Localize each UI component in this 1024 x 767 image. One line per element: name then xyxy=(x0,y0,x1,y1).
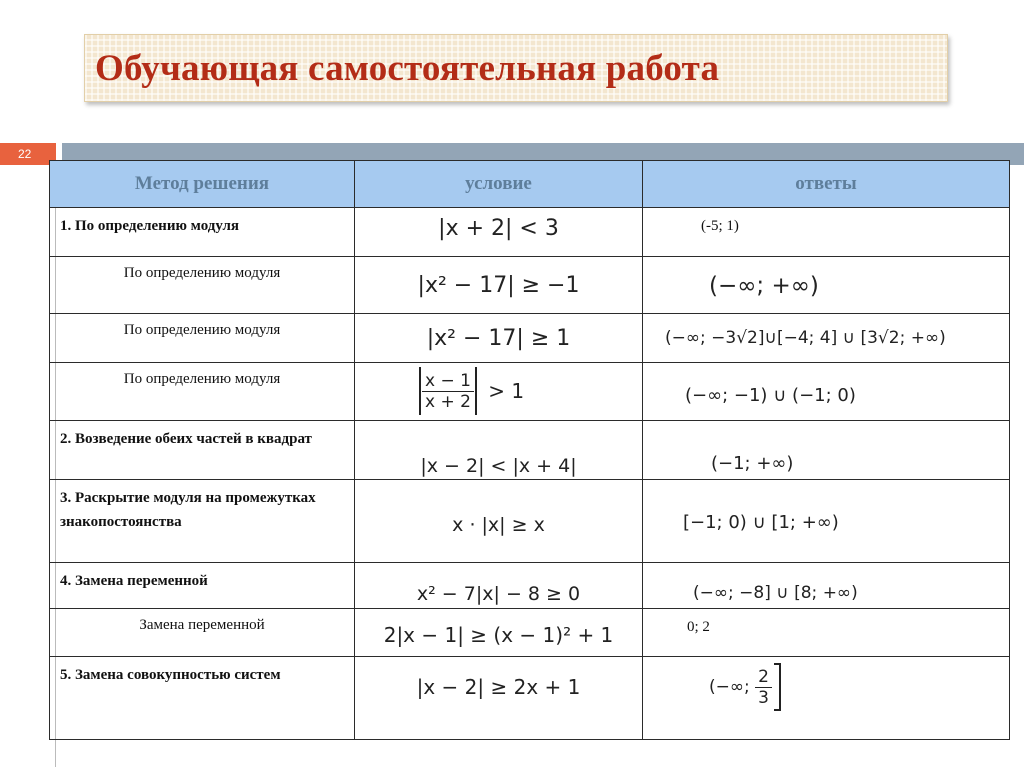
answer-cell xyxy=(643,609,1010,657)
condition-cell xyxy=(355,421,643,480)
method-cell: 3. Раскрытие модуля на промежутках знакопостоянства xyxy=(50,480,355,563)
header-answers: ответы xyxy=(643,161,1010,208)
answer-formula: (−∞; −1) ∪ (−1; 0) xyxy=(685,385,856,406)
answer-formula: (−∞; +∞) xyxy=(709,273,819,299)
condition-cell xyxy=(355,563,643,609)
condition-formula: |x + 2| < 3 xyxy=(438,216,559,241)
table-row xyxy=(50,563,1010,609)
condition-formula: 2|x − 1| ≥ (x − 1)² + 1 xyxy=(383,623,614,647)
fraction: $\frac{x - 1}{x + 2}$ xyxy=(422,371,474,412)
answer-formula: (−1; +∞) xyxy=(711,453,794,474)
methods-table xyxy=(49,160,1010,740)
answer-cell xyxy=(643,563,1010,609)
page-number: 22 xyxy=(0,143,56,165)
table-row xyxy=(50,363,1010,421)
answer-cell xyxy=(643,314,1010,363)
condition-formula: |x² − 17| ≥ 1 xyxy=(426,326,571,351)
answer-cell xyxy=(643,657,1010,740)
condition-cell xyxy=(355,314,643,363)
table-row xyxy=(50,657,1010,740)
method-cell: Замена переменной xyxy=(50,609,355,657)
table-row xyxy=(50,421,1010,480)
condition-cell xyxy=(355,609,643,657)
condition-formula: |x − 2| < |x + 4| xyxy=(420,455,577,477)
method-cell: 4. Замена переменной xyxy=(50,563,355,609)
condition-formula: x · |x| ≥ x xyxy=(452,514,545,536)
answer-cell xyxy=(643,480,1010,563)
answer-cell xyxy=(643,257,1010,314)
answer-text: 0; 2 xyxy=(687,619,710,635)
abs-bar-right xyxy=(475,367,477,415)
condition-cell xyxy=(355,257,643,314)
table-header-row xyxy=(50,161,1010,208)
condition-cell xyxy=(355,657,643,740)
condition-cell xyxy=(355,363,643,421)
table-row xyxy=(50,480,1010,563)
answer-text: (-5; 1) xyxy=(701,218,739,234)
condition-formula: $\frac{x - 1}{x + 2}$ > 1 xyxy=(355,367,642,415)
answer-cell xyxy=(643,363,1010,421)
table-row xyxy=(50,314,1010,363)
table-row xyxy=(50,257,1010,314)
method-cell: 1. По определению модуля xyxy=(50,208,355,257)
table-row xyxy=(50,208,1010,257)
header-condition: условие xyxy=(355,161,643,208)
condition-cell xyxy=(355,480,643,563)
answer-formula: (−∞; −3√2]∪[−4; 4] ∪ [3√2; +∞) xyxy=(665,328,946,348)
condition-formula: x² − 7|x| − 8 ≥ 0 xyxy=(416,583,581,605)
closing-bracket xyxy=(774,663,781,711)
answer-formula: (−∞; $\frac{2}{3}$ xyxy=(643,663,1009,711)
abs-bar-left xyxy=(419,367,421,415)
answer-cell xyxy=(643,421,1010,480)
answer-cell xyxy=(643,208,1010,257)
slide-title: Обучающая самостоятельная работа xyxy=(95,48,720,89)
fraction: $\frac{2}{3}$ xyxy=(755,667,772,708)
header-method: Метод решения xyxy=(50,161,355,208)
condition-formula: |x − 2| ≥ 2x + 1 xyxy=(416,675,581,699)
method-cell: 5. Замена совокупностью систем xyxy=(50,657,355,740)
method-cell: По определению модуля xyxy=(50,314,355,363)
answer-formula: (−∞; −8] ∪ [8; +∞) xyxy=(693,583,858,603)
method-cell: 2. Возведение обеих частей в квадрат xyxy=(50,421,355,480)
title-banner xyxy=(84,34,948,102)
table-row xyxy=(50,609,1010,657)
condition-cell xyxy=(355,208,643,257)
method-cell: По определению модуля xyxy=(50,257,355,314)
answer-formula: [−1; 0) ∪ [1; +∞) xyxy=(683,512,839,533)
condition-formula: |x² − 17| ≥ −1 xyxy=(417,273,580,298)
method-cell: По определению модуля xyxy=(50,363,355,421)
